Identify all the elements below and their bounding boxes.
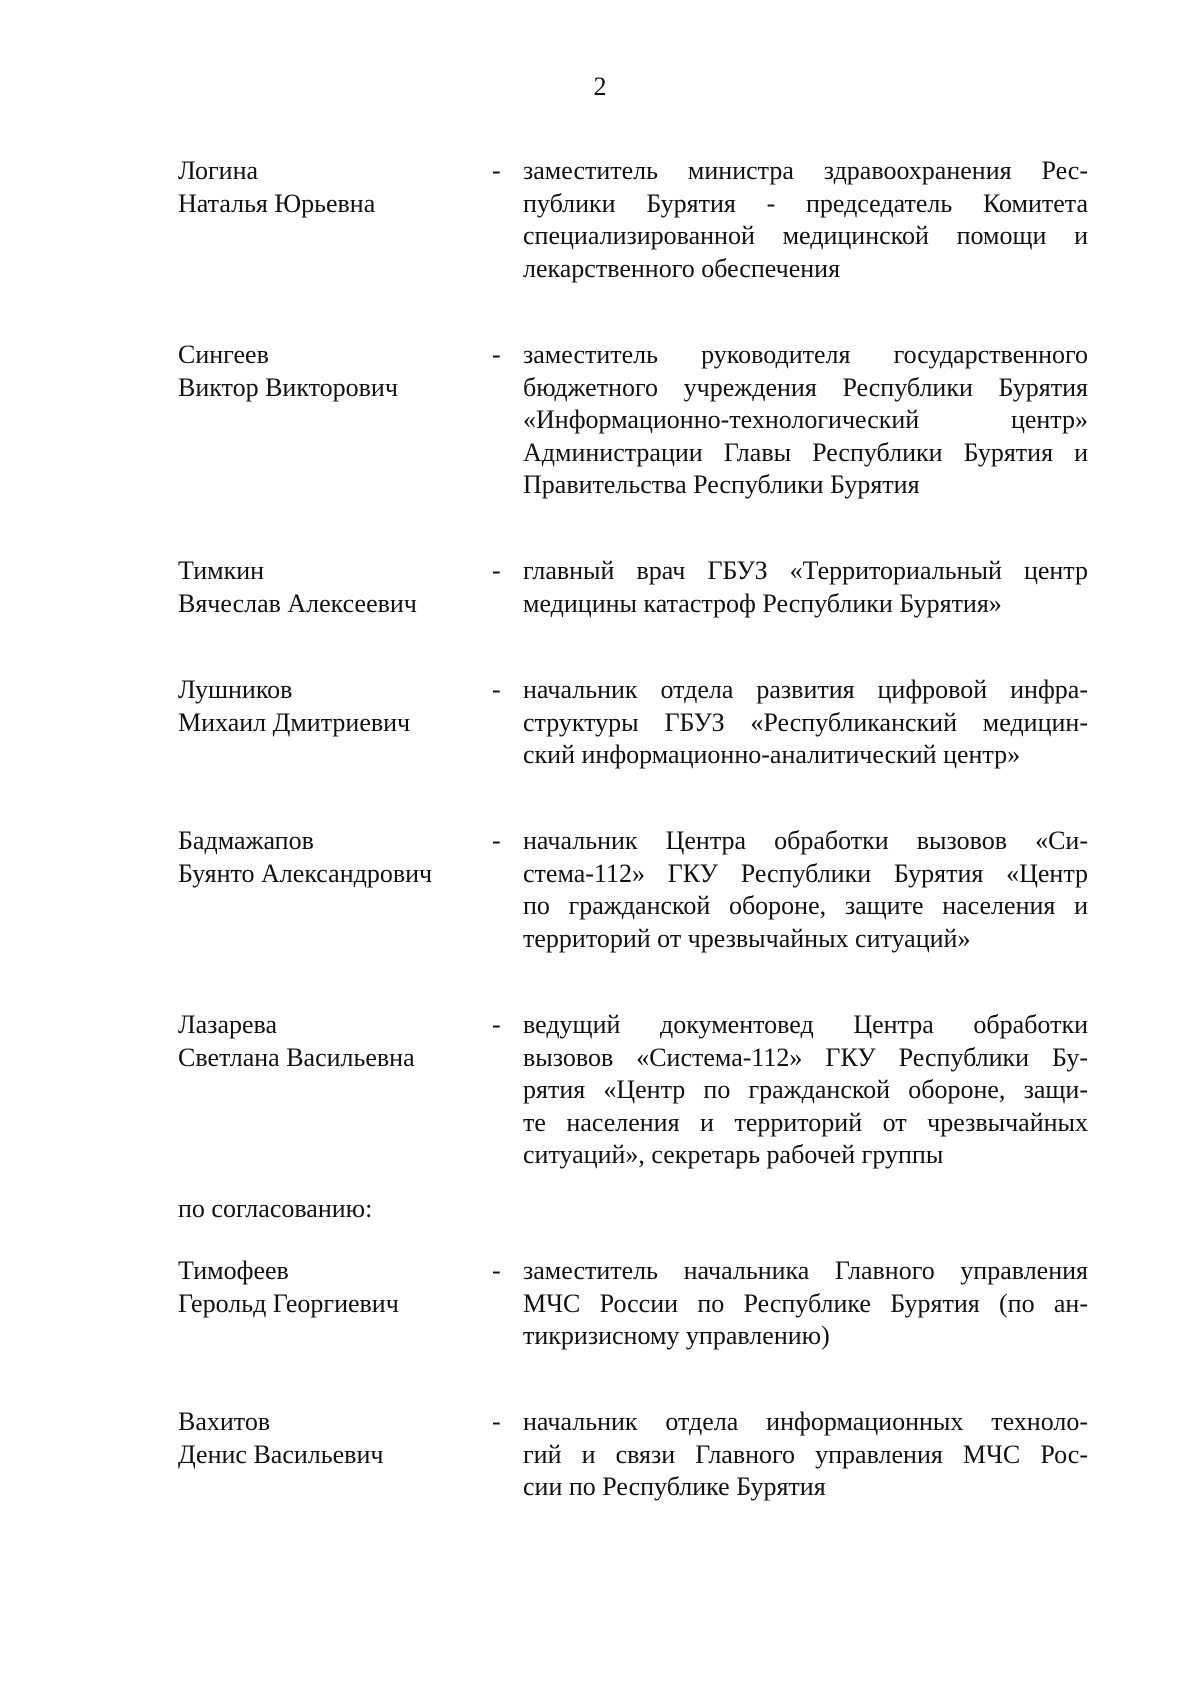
- position-line: медицины катастроф Республики Бурятия»: [523, 588, 1002, 618]
- member-surname: Вахитов: [178, 1407, 271, 1436]
- position-line: ский информационно-аналитический центр»: [523, 740, 1021, 769]
- position-line: бюджетного учреждения Республики Бурятия: [523, 372, 1088, 402]
- position-line: те населения и территорий от чрезвычайных: [523, 1107, 1088, 1137]
- member-position: [523, 339, 1088, 502]
- member-dash: -: [492, 1010, 501, 1039]
- position-line: заместитель руководителя государственного: [523, 340, 1088, 369]
- member-position: [523, 674, 1088, 772]
- position-line: начальник Центра обработки вызовов «Си-: [523, 826, 1088, 855]
- member-given-names: Михаил Дмитриевич: [178, 707, 411, 737]
- position-line: специализированной медицинской помощи и: [523, 221, 1088, 250]
- position-line: Правительства Республики Бурятия: [523, 470, 920, 499]
- member-name: [178, 825, 478, 890]
- member-dash: -: [492, 826, 501, 855]
- position-line: гий и связи Главного управления МЧС Рос-: [523, 1439, 1088, 1469]
- member-name: [178, 674, 478, 739]
- member-surname: Тимофеев: [178, 1256, 289, 1285]
- member-position: [523, 1406, 1088, 1504]
- position-line: сии по Республике Бурятия: [523, 1472, 826, 1501]
- member-dash: -: [492, 340, 501, 369]
- position-line: заместитель министра здравоохранения Рес-: [523, 156, 1088, 185]
- member-given-names: Светлана Васильевна: [178, 1042, 415, 1072]
- position-line: публики Бурятия - председатель Комитета: [523, 188, 1088, 218]
- position-line: начальник отдела развития цифровой инфра-: [523, 675, 1088, 704]
- position-line: структуры ГБУЗ «Республиканский медицин-: [523, 707, 1088, 737]
- member-position: [523, 155, 1088, 285]
- member-dash: -: [492, 1407, 501, 1436]
- member-dash: -: [492, 675, 501, 704]
- member-position: [523, 825, 1088, 955]
- position-line: «Информационно-технологический центр»: [523, 405, 1088, 434]
- position-line: рятия «Центр по гражданской обороне, защи-: [523, 1075, 1088, 1104]
- member-name: [178, 1255, 478, 1320]
- member-dash: -: [492, 156, 501, 185]
- member-surname: Бадмажапов: [178, 826, 314, 855]
- member-name: [178, 155, 478, 220]
- position-line: начальник отдела информационных техноло-: [523, 1407, 1088, 1436]
- member-given-names: Денис Васильевич: [178, 1439, 384, 1469]
- position-line: по гражданской обороне, защите населения и: [523, 891, 1088, 920]
- member-surname: Сингеев: [178, 340, 269, 369]
- member-surname: Лушников: [178, 675, 293, 704]
- position-line: заместитель начальника Главного управления: [523, 1256, 1088, 1285]
- position-line: ведущий документовед Центра обработки: [523, 1010, 1088, 1039]
- member-position: [523, 555, 1088, 620]
- member-dash: -: [492, 1256, 501, 1285]
- position-line: главный врач ГБУЗ «Территориальный центр: [523, 556, 1088, 585]
- member-given-names: Виктор Викторович: [178, 372, 398, 402]
- member-name: [178, 555, 478, 620]
- position-line: территорий от чрезвычайных ситуаций»: [523, 923, 971, 953]
- position-line: тикризисному управлению): [523, 1321, 830, 1350]
- position-line: вызовов «Система-112» ГКУ Республики Бу-: [523, 1042, 1088, 1072]
- member-surname: Логина: [178, 156, 259, 185]
- position-line: Администрации Главы Республики Бурятия и: [523, 437, 1088, 467]
- position-line: ситуаций», секретарь рабочей группы: [523, 1140, 944, 1169]
- member-surname: Тимкин: [178, 556, 265, 585]
- agreement-label: по согласованию:: [178, 1194, 373, 1223]
- member-given-names: Вячеслав Алексеевич: [178, 588, 417, 618]
- page-number: 2: [593, 72, 607, 101]
- member-given-names: Наталья Юрьевна: [178, 188, 376, 218]
- member-dash: -: [492, 556, 501, 585]
- member-name: [178, 1406, 478, 1471]
- member-position: [523, 1255, 1088, 1353]
- position-line: лекарственного обеспечения: [523, 253, 841, 283]
- position-line: стема-112» ГКУ Республики Бурятия «Центр: [523, 858, 1088, 888]
- position-line: МЧС России по Республике Бурятия (по ан-: [523, 1288, 1088, 1318]
- member-given-names: Герольд Георгиевич: [178, 1288, 399, 1318]
- member-given-names: Буянто Александрович: [178, 858, 433, 888]
- member-position: [523, 1009, 1088, 1172]
- member-name: [178, 339, 478, 404]
- member-name: [178, 1009, 478, 1074]
- member-surname: Лазарева: [178, 1010, 277, 1039]
